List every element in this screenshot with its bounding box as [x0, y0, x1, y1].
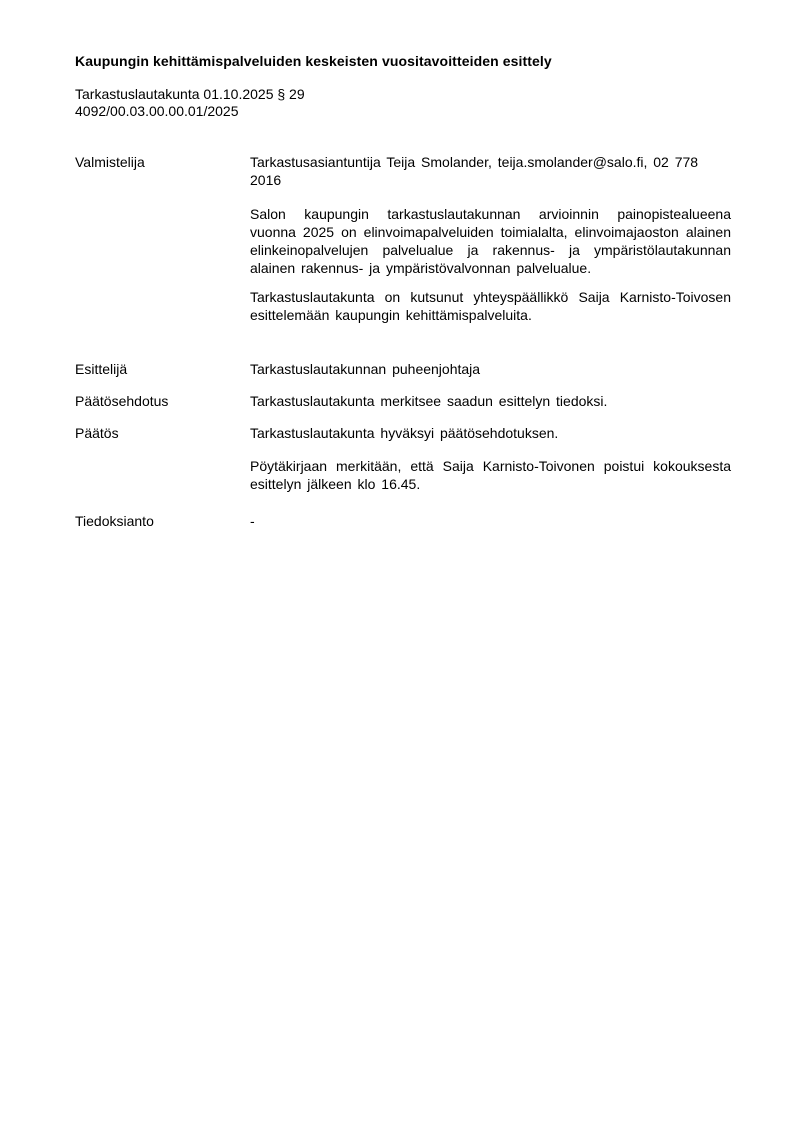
background-paragraph: [250, 205, 731, 277]
tiedoksianto-value: -: [250, 513, 255, 529]
invitation-line1: Tarkastuslautakunta on kutsunut yhteyspäällikkö Saija Karnisto-Toivosen: [250, 289, 731, 305]
esittelija-value: Tarkastuslautakunnan puheenjohtaja: [250, 361, 481, 377]
preparer-contact-line1: Tarkastusasiantuntija Teija Smolander, teija.smolander@salo.fi, 02 778: [250, 154, 699, 170]
paatos-value: Tarkastuslautakunta hyväksyi päätösehdotuksen.: [250, 425, 559, 441]
document-title: Kaupungin kehittämispalveluiden keskeisten vuositavoitteiden esittely: [75, 53, 552, 69]
field-label-tiedoksianto: Tiedoksianto: [75, 513, 154, 529]
committee-date-line: Tarkastuslautakunta 01.10.2025 § 29: [75, 86, 305, 102]
minutes-note-line1: Pöytäkirjaan merkitään, että Saija Karnisto-Toivonen poistui kokouksesta: [250, 458, 731, 474]
field-label-valmistelija: Valmistelija: [75, 154, 145, 170]
background-line2: vuonna 2025 on elinvoimapalveluiden toimialalta, elinvoimajaoston alainen: [250, 224, 731, 240]
field-label-esittelija: Esittelijä: [75, 361, 128, 377]
background-line4: alainen rakennus- ja ympäristövalvonnan palvelualue.: [250, 260, 592, 276]
field-label-paatosehdotus: Päätösehdotus: [75, 393, 169, 409]
background-line3: elinkeinopalvelujen palvelualue ja rakennus- ja ympäristölautakunnan: [250, 242, 731, 258]
field-label-paatos: Päätös: [75, 425, 119, 441]
case-number: 4092/00.03.00.00.01/2025: [75, 103, 239, 119]
background-line1: Salon kaupungin tarkastuslautakunnan arvioinnin painopistealueena: [250, 206, 731, 222]
invitation-paragraph: [250, 288, 731, 324]
preparer-contact-line2: 2016: [250, 172, 282, 188]
paatosehdotus-value: Tarkastuslautakunta merkitsee saadun esittelyn tiedoksi.: [250, 393, 608, 409]
document-header: [75, 86, 305, 120]
minutes-note-line2: esittelyn jälkeen klo 16.45.: [250, 476, 421, 492]
preparer-contact: [250, 153, 731, 189]
invitation-line2: esittelemään kaupungin kehittämispalveluita.: [250, 307, 532, 323]
minutes-note-paragraph: [250, 457, 731, 493]
